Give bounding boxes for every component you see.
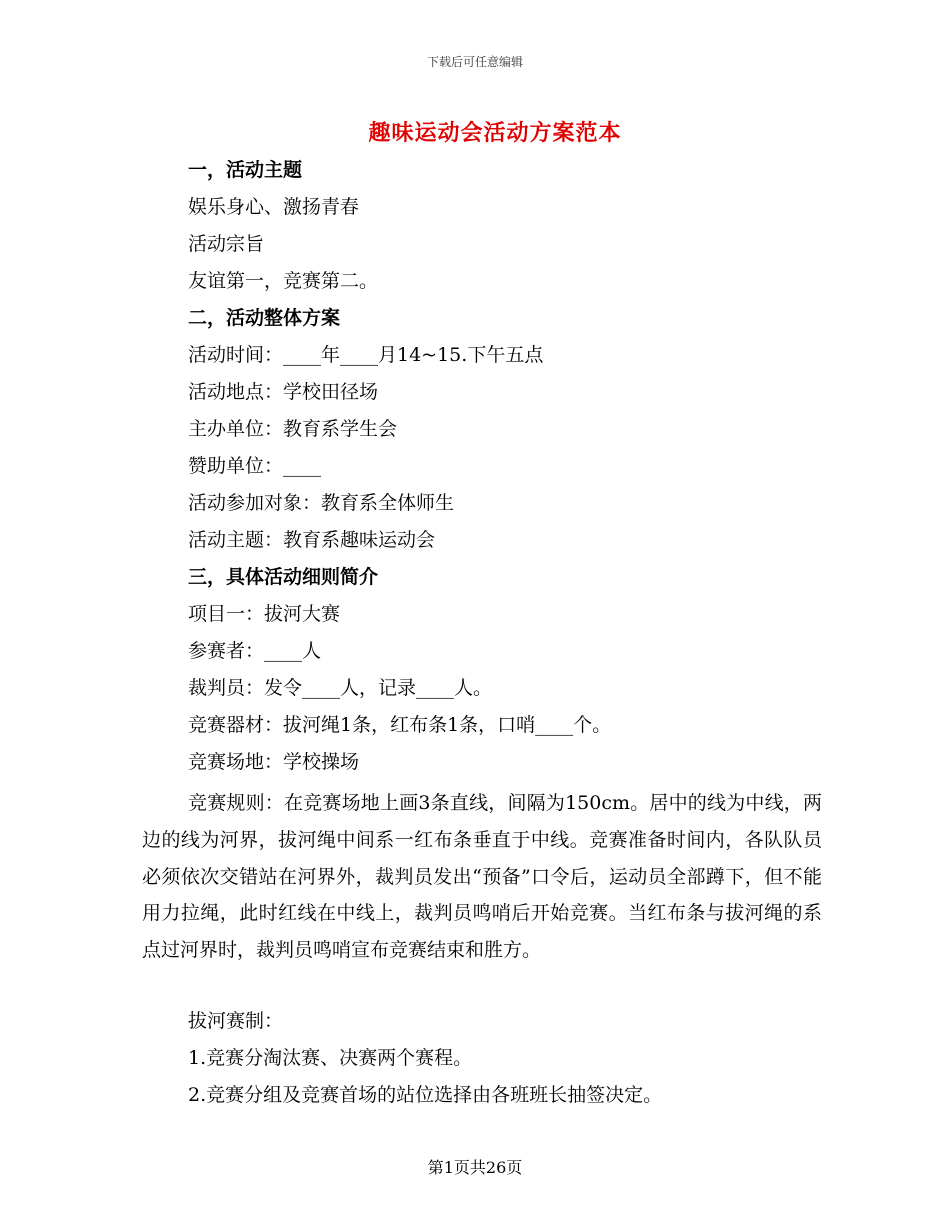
section3-heading: 三，具体活动细则简介 xyxy=(188,566,379,588)
format-rule-1: 1.竞赛分淘汰赛、决赛两个赛程。 xyxy=(188,1047,473,1069)
activity-time: 活动时间：____年____月14~15.下午五点 xyxy=(188,344,544,366)
organizer: 主办单位：教育系学生会 xyxy=(188,418,398,440)
item1-title: 项目一：拔河大赛 xyxy=(188,603,341,625)
format-rule-2: 2.竞赛分组及竞赛首场的站位选择由各班班长抽签决定。 xyxy=(188,1084,663,1106)
rules-paragraph: 竞赛规则：在竞赛场地上画3条直线，间隔为150cm。居中的线为中线，两边的线为河界，拔河绳中间系一红布条垂直于中线。竞赛准备时间内，各队队员必须依次交错站在河界外，裁判员发出“预备”口令后，运动员全部蹲下，但不能用力拉绳，此时红线在中线上，裁判员鸣哨后开始竞赛。当红布条与拔河绳的系点过河界时，裁判员鸣哨宣布竞赛结束和胜方。 xyxy=(142,792,822,962)
format-label: 拔河赛制： xyxy=(188,1010,284,1032)
header-note: 下载后可任意编辑 xyxy=(426,55,523,69)
page-footer: 第1页共26页 xyxy=(427,1158,523,1177)
equipment: 竞赛器材：拔河绳1条，红布条1条，口哨____个。 xyxy=(188,714,612,736)
section2-heading: 二，活动整体方案 xyxy=(188,307,341,329)
purpose-label: 活动宗旨 xyxy=(188,233,265,255)
purpose-text: 友谊第一，竞赛第二。 xyxy=(188,270,379,292)
activity-theme: 娱乐身心、激扬青春 xyxy=(188,196,360,218)
activity-topic: 活动主题：教育系趣味运动会 xyxy=(188,529,436,551)
document-title: 趣味运动会活动方案范本 xyxy=(368,121,622,146)
referees: 裁判员：发令____人，记录____人。 xyxy=(188,677,493,699)
sponsor: 赞助单位：____ xyxy=(188,455,322,477)
activity-place: 活动地点：学校田径场 xyxy=(188,381,379,403)
players-count: 参赛者：____人 xyxy=(188,640,322,662)
section1-heading: 一，活动主题 xyxy=(188,159,303,181)
venue: 竞赛场地：学校操场 xyxy=(188,751,360,773)
participants: 活动参加对象：教育系全体师生 xyxy=(188,492,455,514)
